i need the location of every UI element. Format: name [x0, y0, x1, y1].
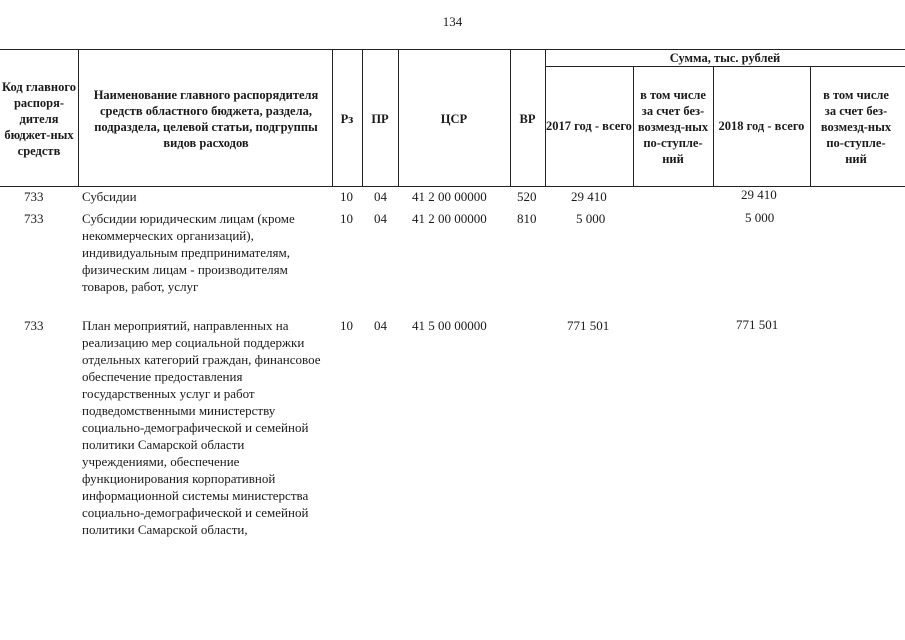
row-rz: 10	[340, 189, 353, 204]
header-2017-total-label: 2017 год - всего	[546, 119, 632, 133]
row-code: 733	[24, 211, 44, 226]
header-2017-incl	[637, 68, 709, 186]
header-pr	[362, 55, 398, 183]
header-sum-label: Сумма, тыс. рублей	[669, 50, 781, 65]
header-csr	[398, 55, 510, 183]
header-2017-total	[545, 68, 633, 184]
row-total-2018: 5 000	[745, 210, 775, 225]
header-rz-label: Рз	[340, 112, 354, 126]
row-rz: 10	[340, 211, 353, 226]
row-total-2017: 29 410	[571, 189, 607, 204]
row-total-2017: 771 501	[567, 318, 610, 333]
header-pr-label: ПР	[371, 112, 389, 126]
row-csr: 41 2 00 00000	[412, 189, 487, 204]
sum-header-divider	[545, 66, 905, 67]
column-divider	[78, 49, 79, 187]
row-code: 733	[24, 189, 44, 204]
header-2018-total	[713, 68, 810, 184]
header-code	[0, 55, 78, 183]
header-2018-incl-label: в том числе за счет без-возмезд-ных по-ступле-ний	[820, 88, 892, 166]
row-pr: 04	[374, 211, 387, 226]
row-name: Субсидии юридическим лицам (кроме некоммерческих организаций), индивидуальным предпринимателям, физическим лицам - производителям товаров, работ, услуг	[82, 211, 295, 294]
header-2018-total-label: 2018 год - всего	[718, 119, 805, 133]
row-csr: 41 2 00 00000	[412, 211, 487, 226]
header-2018-incl	[816, 68, 896, 186]
header-name	[84, 55, 328, 183]
header-rz	[332, 55, 362, 183]
row-vr: 520	[517, 189, 537, 204]
header-vr-label: ВР	[519, 112, 536, 126]
row-name: Субсидии	[82, 189, 137, 204]
row-pr: 04	[374, 318, 387, 333]
header-code-label: Код главного распоря-дителя бюджет-ных средств	[2, 80, 76, 158]
header-vr	[510, 55, 545, 183]
row-total-2018: 29 410	[741, 187, 777, 202]
row-name: План мероприятий, направленных на реализацию мер социальной поддержки отдельных категорий граждан, финансовое обеспечение предоставления государственных услуг и работ подведомственными министерству социально-демографической и семейной политики Самарской области учреждениями, обеспечение функционирования корпоративной информационной системы министерства социально-демографической и семейной политики Самарской области,	[82, 318, 321, 537]
header-2017-incl-label: в том числе за счет без-возмезд-ных по-ступле-ний	[637, 88, 709, 166]
column-divider	[810, 66, 811, 187]
header-csr-label: ЦСР	[440, 112, 468, 126]
page-number: 134	[442, 14, 463, 29]
row-code: 733	[24, 318, 44, 333]
row-csr: 41 5 00 00000	[412, 318, 487, 333]
header-sum	[545, 49, 905, 66]
row-pr: 04	[374, 189, 387, 204]
row-rz: 10	[340, 318, 353, 333]
row-total-2018: 771 501	[736, 317, 779, 332]
row-total-2017: 5 000	[576, 211, 606, 226]
row-vr: 810	[517, 211, 537, 226]
header-name-label: Наименование главного распорядителя средств областного бюджета, раздела, подраздела, целевой статьи, подгруппы видов расходов	[93, 88, 319, 150]
column-divider	[633, 66, 634, 187]
